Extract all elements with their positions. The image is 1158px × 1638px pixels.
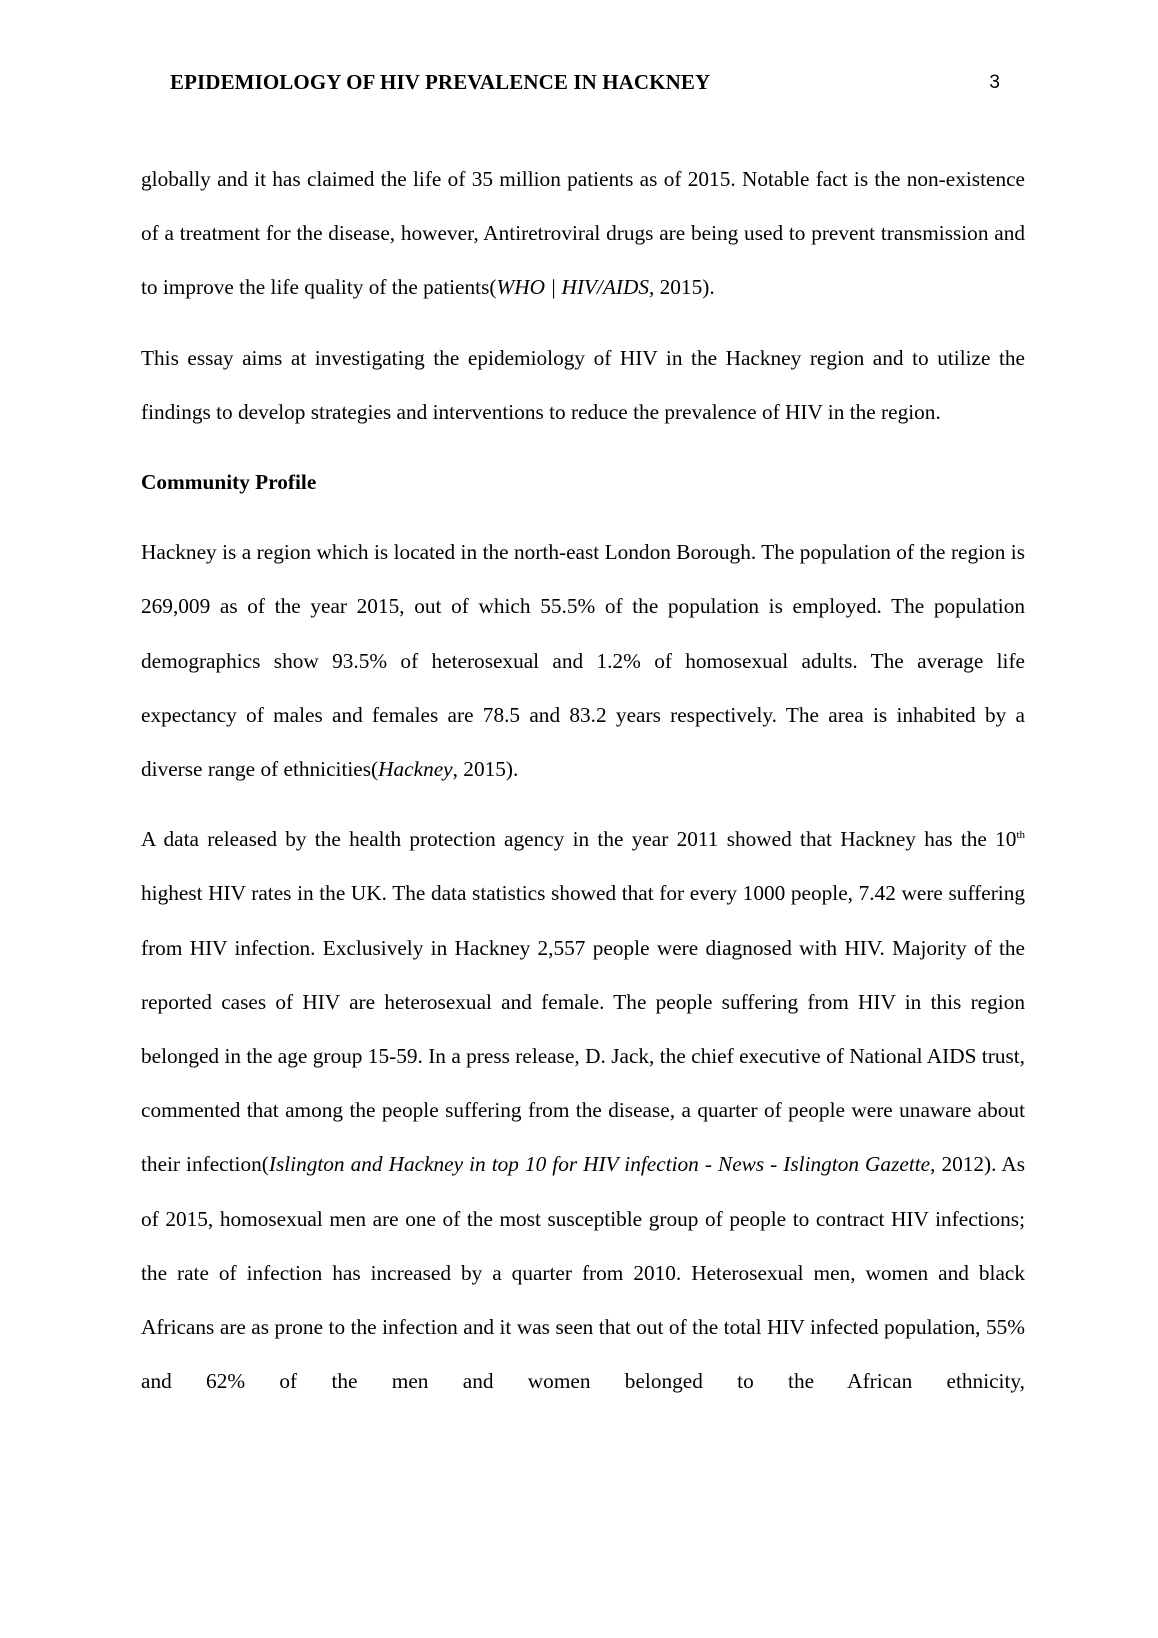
paragraph-essay-aim: This essay aims at investigating the epidemiology of HIV in the Hackney region and to utilize the findings to develop strategies and interventions to reduce the prevalence of HIV in the region.: [141, 345, 1025, 424]
paragraph-text: highest HIV rates in the UK. The data statistics showed that for every 1000 people, 7.42 were suffering from HIV infection. Exclusively in Hackney 2,557 people were diagnosed with HIV. Majority of the reported cases of HIV are heterosexual and female. The people suffering from HIV in this region belonged in the age group 15-59. In a press release, D. Jack, the chief executive of National AIDS trust, commented that among the people suffering from the disease, a quarter of people were unaware about their infection(: [141, 881, 1025, 1177]
section-heading: Community Profile: [141, 470, 317, 495]
paragraph-community-profile: [141, 525, 1025, 796]
document-body: [141, 152, 1025, 1408]
ordinal-superscript: th: [1016, 829, 1025, 842]
paragraph-text: A data released by the health protection agency in the year 2011 showed that Hackney has the 10: [141, 827, 1017, 852]
citation: Islington and Hackney in top 10 for HIV infection - News - Islington Gazette: [268, 1152, 931, 1177]
paragraph-intro-continued: [141, 152, 1025, 315]
paragraph-text: , 2015).: [648, 275, 715, 300]
citation: Hackney: [378, 757, 453, 782]
running-header: [170, 70, 1000, 100]
paragraph-text: globally and it has claimed the life of 35 million patients as of 2015. Notable fact is the non-existence of a treatment for the disease, however, Antiretroviral drugs are being used to prevent transmission and to improve the life quality of the patients(: [141, 167, 1025, 300]
page-number: 3: [989, 72, 1000, 93]
paragraph-text: , 2012). As of 2015, homosexual men are one of the most susceptible group of people to contract HIV infections; the rate of infection has increased by a quarter from 2010. Heterosexual men, women and black Africans are as prone to the infection and it was seen that out of the total HIV infected population, 55% and 62% of the men and women belonged to the African ethnicity,: [141, 1152, 1026, 1394]
paragraph-text: , 2015).: [452, 757, 519, 782]
citation: WHO | HIV/AIDS: [496, 275, 649, 300]
paragraph-hiv-statistics: [141, 812, 1025, 1408]
paragraph-text: Hackney is a region which is located in the north-east London Borough. The population of the region is 269,009 as of the year 2015, out of which 55.5% of the population is employed. The population demographics show 93.5% of heterosexual and 1.2% of homosexual adults. The average life expectancy of males and females are 78.5 and 83.2 years respectively. The area is inhabited by a diverse range of ethnicities(: [141, 540, 1025, 782]
header-title: EPIDEMIOLOGY OF HIV PREVALENCE IN HACKNEY: [170, 70, 711, 94]
